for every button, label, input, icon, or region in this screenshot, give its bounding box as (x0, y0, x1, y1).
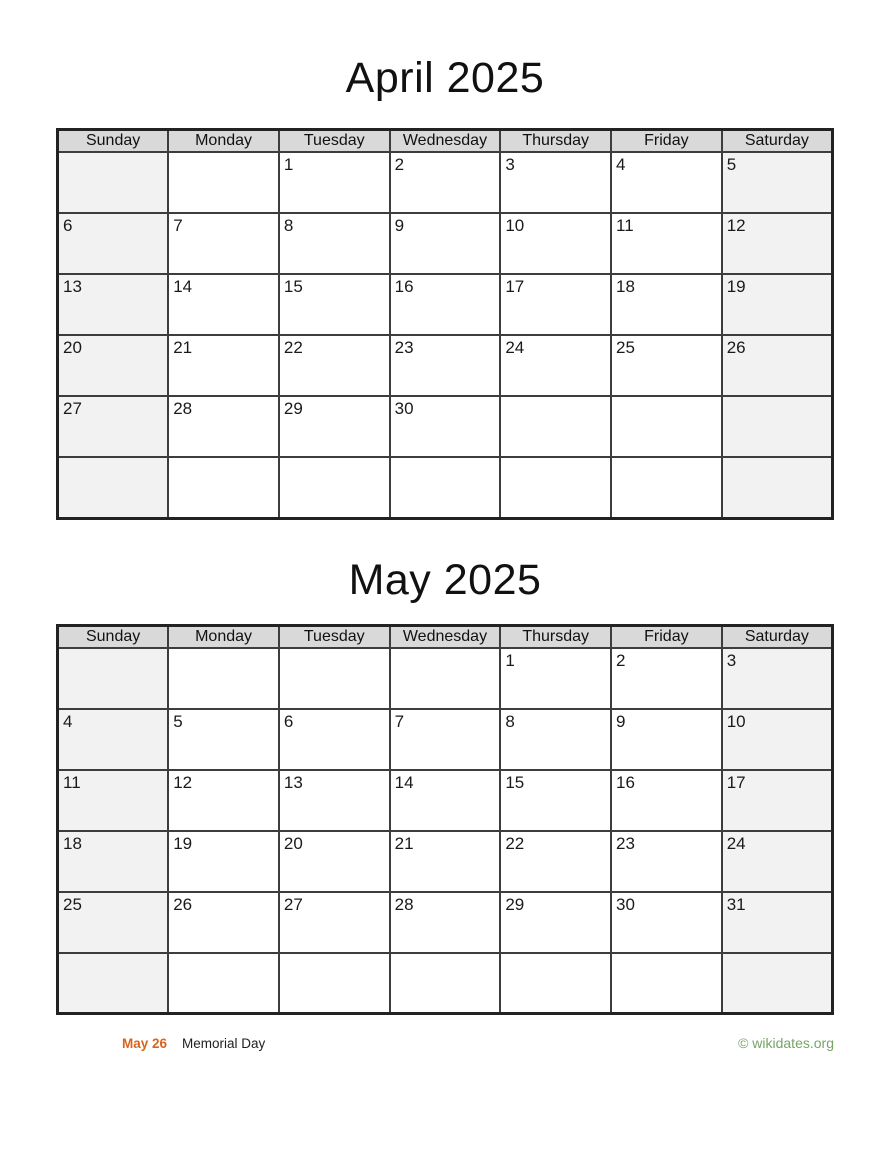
day-cell-10: 10 (500, 213, 611, 274)
empty-day-cell (390, 648, 501, 709)
month-title-may: May 2025 (348, 555, 542, 604)
day-cell-3: 3 (722, 648, 833, 709)
calendar-section-may (0, 554, 890, 1016)
day-cell-8: 8 (500, 709, 611, 770)
day-cell-16: 16 (611, 770, 722, 831)
day-cell-14: 14 (168, 274, 279, 335)
empty-day-cell (279, 953, 390, 1014)
day-header-thursday: Thursday (500, 130, 611, 153)
empty-day-cell (58, 457, 169, 518)
day-cell-23: 23 (611, 831, 722, 892)
holiday-date-label: May 26 (122, 1036, 168, 1051)
week-row (58, 213, 833, 274)
day-header-tuesday: Tuesday (279, 130, 390, 153)
day-cell-29: 29 (500, 892, 611, 953)
day-cell-9: 9 (390, 213, 501, 274)
empty-day-cell (168, 152, 279, 213)
day-cell-17: 17 (722, 770, 833, 831)
holiday-note (56, 1036, 265, 1051)
week-row (58, 709, 833, 770)
day-cell-6: 6 (58, 213, 169, 274)
empty-day-cell (168, 457, 279, 518)
day-cell-26: 26 (168, 892, 279, 953)
day-cell-11: 11 (611, 213, 722, 274)
empty-day-cell (390, 953, 501, 1014)
day-cell-8: 8 (279, 213, 390, 274)
week-row (58, 892, 833, 953)
day-cell-11: 11 (58, 770, 169, 831)
week-row (58, 274, 833, 335)
day-header-friday: Friday (611, 130, 722, 153)
empty-day-cell (722, 457, 833, 518)
day-cell-6: 6 (279, 709, 390, 770)
empty-day-cell (279, 457, 390, 518)
day-cell-20: 20 (279, 831, 390, 892)
empty-day-cell (500, 396, 611, 457)
day-cell-9: 9 (611, 709, 722, 770)
day-header-wednesday: Wednesday (390, 130, 501, 153)
day-cell-14: 14 (390, 770, 501, 831)
day-header-row (58, 130, 833, 153)
day-cell-13: 13 (279, 770, 390, 831)
day-cell-7: 7 (168, 213, 279, 274)
day-cell-7: 7 (390, 709, 501, 770)
day-cell-30: 30 (611, 892, 722, 953)
day-cell-22: 22 (279, 335, 390, 396)
day-cell-28: 28 (168, 396, 279, 457)
empty-day-cell (168, 648, 279, 709)
empty-day-cell (390, 457, 501, 518)
day-cell-10: 10 (722, 709, 833, 770)
empty-day-cell (611, 953, 722, 1014)
day-cell-13: 13 (58, 274, 169, 335)
calendar-section-april (0, 0, 890, 520)
week-row (58, 457, 833, 518)
day-cell-29: 29 (279, 396, 390, 457)
day-cell-12: 12 (722, 213, 833, 274)
day-header-tuesday: Tuesday (279, 625, 390, 648)
calendar-table-may (56, 624, 834, 1016)
week-row (58, 335, 833, 396)
day-cell-16: 16 (390, 274, 501, 335)
empty-day-cell (722, 396, 833, 457)
day-cell-17: 17 (500, 274, 611, 335)
day-cell-4: 4 (58, 709, 169, 770)
day-cell-27: 27 (279, 892, 390, 953)
day-header-monday: Monday (168, 130, 279, 153)
day-cell-30: 30 (390, 396, 501, 457)
day-cell-18: 18 (58, 831, 169, 892)
empty-day-cell (168, 953, 279, 1014)
day-cell-5: 5 (722, 152, 833, 213)
day-cell-15: 15 (279, 274, 390, 335)
empty-day-cell (722, 953, 833, 1014)
day-header-monday: Monday (168, 625, 279, 648)
day-cell-1: 1 (279, 152, 390, 213)
day-cell-12: 12 (168, 770, 279, 831)
empty-day-cell (58, 152, 169, 213)
day-cell-3: 3 (500, 152, 611, 213)
day-cell-21: 21 (168, 335, 279, 396)
day-header-thursday: Thursday (500, 625, 611, 648)
month-title-april: April 2025 (345, 54, 545, 102)
day-header-friday: Friday (611, 625, 722, 648)
day-header-sunday: Sunday (58, 130, 169, 153)
day-cell-20: 20 (58, 335, 169, 396)
day-cell-2: 2 (611, 648, 722, 709)
day-cell-15: 15 (500, 770, 611, 831)
week-row (58, 396, 833, 457)
day-cell-27: 27 (58, 396, 169, 457)
day-cell-24: 24 (722, 831, 833, 892)
week-row (58, 831, 833, 892)
day-cell-25: 25 (611, 335, 722, 396)
day-cell-1: 1 (500, 648, 611, 709)
week-row (58, 953, 833, 1014)
day-cell-21: 21 (390, 831, 501, 892)
day-cell-2: 2 (390, 152, 501, 213)
day-header-row (58, 625, 833, 648)
day-cell-25: 25 (58, 892, 169, 953)
day-header-saturday: Saturday (722, 625, 833, 648)
week-row (58, 152, 833, 213)
day-cell-19: 19 (168, 831, 279, 892)
day-header-saturday: Saturday (722, 130, 833, 153)
day-cell-18: 18 (611, 274, 722, 335)
calendar-table-april (56, 128, 834, 520)
day-cell-5: 5 (168, 709, 279, 770)
empty-day-cell (58, 953, 169, 1014)
day-cell-24: 24 (500, 335, 611, 396)
day-cell-22: 22 (500, 831, 611, 892)
week-row (58, 648, 833, 709)
week-row (58, 770, 833, 831)
empty-day-cell (611, 457, 722, 518)
day-cell-26: 26 (722, 335, 833, 396)
day-cell-23: 23 (390, 335, 501, 396)
day-cell-28: 28 (390, 892, 501, 953)
day-header-wednesday: Wednesday (390, 625, 501, 648)
day-cell-31: 31 (722, 892, 833, 953)
empty-day-cell (611, 396, 722, 457)
day-header-sunday: Sunday (58, 625, 169, 648)
footer (56, 1035, 834, 1051)
empty-day-cell (500, 457, 611, 518)
empty-day-cell (279, 648, 390, 709)
empty-day-cell (500, 953, 611, 1014)
day-cell-19: 19 (722, 274, 833, 335)
holiday-name-label: Memorial Day (182, 1036, 266, 1051)
copyright-link[interactable]: © wikidates.org (738, 1035, 834, 1051)
empty-day-cell (58, 648, 169, 709)
day-cell-4: 4 (611, 152, 722, 213)
